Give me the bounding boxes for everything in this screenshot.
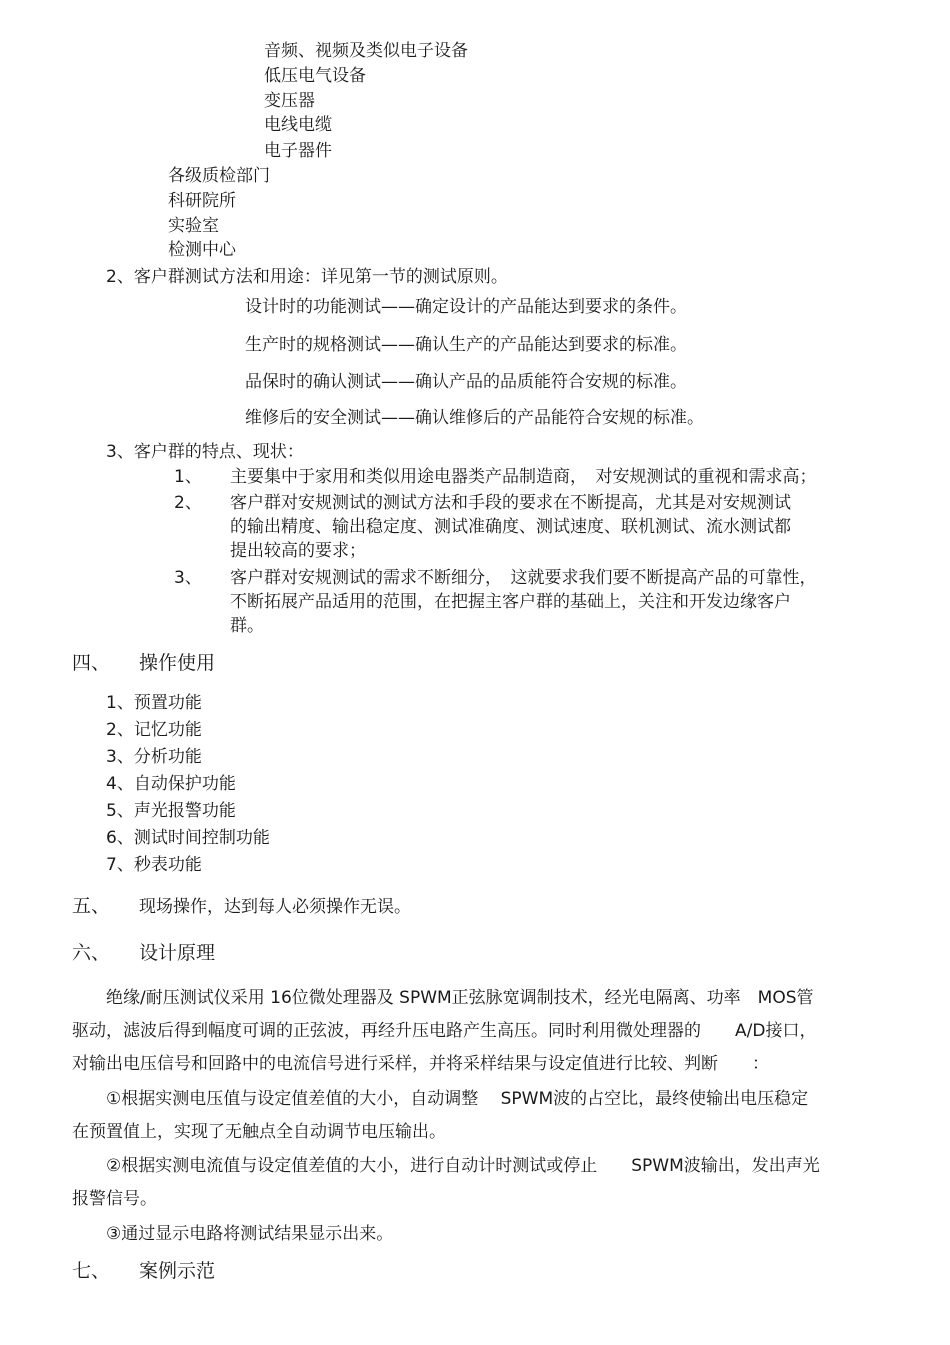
principle-line: 报警信号。 [72,1189,157,1209]
function-item: 3、分析功能 [106,747,202,767]
function-item: 7、秒表功能 [106,855,202,875]
org-item: 各级质检部门 [168,166,270,186]
test-item: 维修后的安全测试——确认维修后的产品能符合安规的标准。 [245,408,704,428]
device-item: 低压电气设备 [264,66,366,86]
function-item: 6、测试时间控制功能 [106,828,270,848]
list-number: 2、 [174,493,202,513]
feature-line: 不断拓展产品适用的范围，在把握主客户群的基础上，关注和开发边缘客户 [230,592,791,612]
feature-line: 主要集中于家用和类似用途电器类产品制造商， 对安规测试的重视和需求高； [230,467,817,487]
section-6-title: 设计原理 [139,942,216,964]
principle-line: ③通过显示电路将测试结果显示出来。 [106,1224,394,1244]
section-5-number: 五、 [72,895,111,917]
section-5-title: 现场操作，达到每人必须操作无误。 [139,897,411,917]
org-item: 科研院所 [168,191,236,211]
feature-line: 的输出精度、输出稳定度、测试准确度、测试速度、联机测试、流水测试都 [230,517,791,537]
feature-line: 客户群对安规测试的测试方法和手段的要求在不断提高，尤其是对安规测试 [230,493,791,513]
device-item: 音频、视频及类似电子设备 [264,41,468,61]
device-item: 变压器 [264,91,315,111]
principle-line: 在预置值上，实现了无触点全自动调节电压输出。 [72,1122,446,1142]
principle-line: 对输出电压信号和回路中的电流信号进行采样，并将采样结果与设定值进行比较、判断 ： [72,1054,769,1074]
section-4-number: 四、 [72,652,111,674]
section-7-title: 案例示范 [139,1260,216,1282]
list-number: 3、 [174,568,202,588]
org-item: 实验室 [168,216,219,236]
function-item: 2、记忆功能 [106,720,202,740]
section-3-title: 3、客户群的特点、现状： [106,442,304,462]
section-2-title: 2、客户群测试方法和用途：详见第一节的测试原则。 [106,267,508,287]
feature-line: 客户群对安规测试的需求不断细分， 这就要求我们要不断提高产品的可靠性， [230,568,817,588]
test-item: 品保时的确认测试——确认产品的品质能符合安规的标准。 [245,372,687,392]
feature-line: 群。 [230,616,264,636]
list-number: 1、 [174,467,202,487]
feature-line: 提出较高的要求； [230,541,366,561]
section-6-number: 六、 [72,942,111,964]
function-item: 5、声光报警功能 [106,801,236,821]
principle-line: ②根据实测电流值与设定值差值的大小，进行自动计时测试或停止 SPWM波输出，发出声光 [106,1156,820,1176]
device-item: 电线电缆 [264,115,332,135]
test-item: 生产时的规格测试——确认生产的产品能达到要求的标准。 [245,335,687,355]
function-item: 1、预置功能 [106,693,202,713]
principle-line: 驱动，滤波后得到幅度可调的正弦波，再经升压电路产生高压。同时利用微处理器的 A/D接口， [72,1021,817,1041]
device-item: 电子器件 [264,141,332,161]
principle-line: 绝缘/耐压测试仪采用 16位微处理器及 SPWM正弦脉宽调制技术，经光电隔离、功率 MOS管 [106,988,814,1008]
function-item: 4、自动保护功能 [106,774,236,794]
org-item: 检测中心 [168,240,236,260]
section-7-number: 七、 [72,1260,111,1282]
principle-line: ①根据实测电压值与设定值差值的大小，自动调整 SPWM波的占空比，最终使输出电压稳定 [106,1089,809,1109]
section-4-title: 操作使用 [139,652,216,674]
test-item: 设计时的功能测试——确定设计的产品能达到要求的条件。 [245,297,687,317]
